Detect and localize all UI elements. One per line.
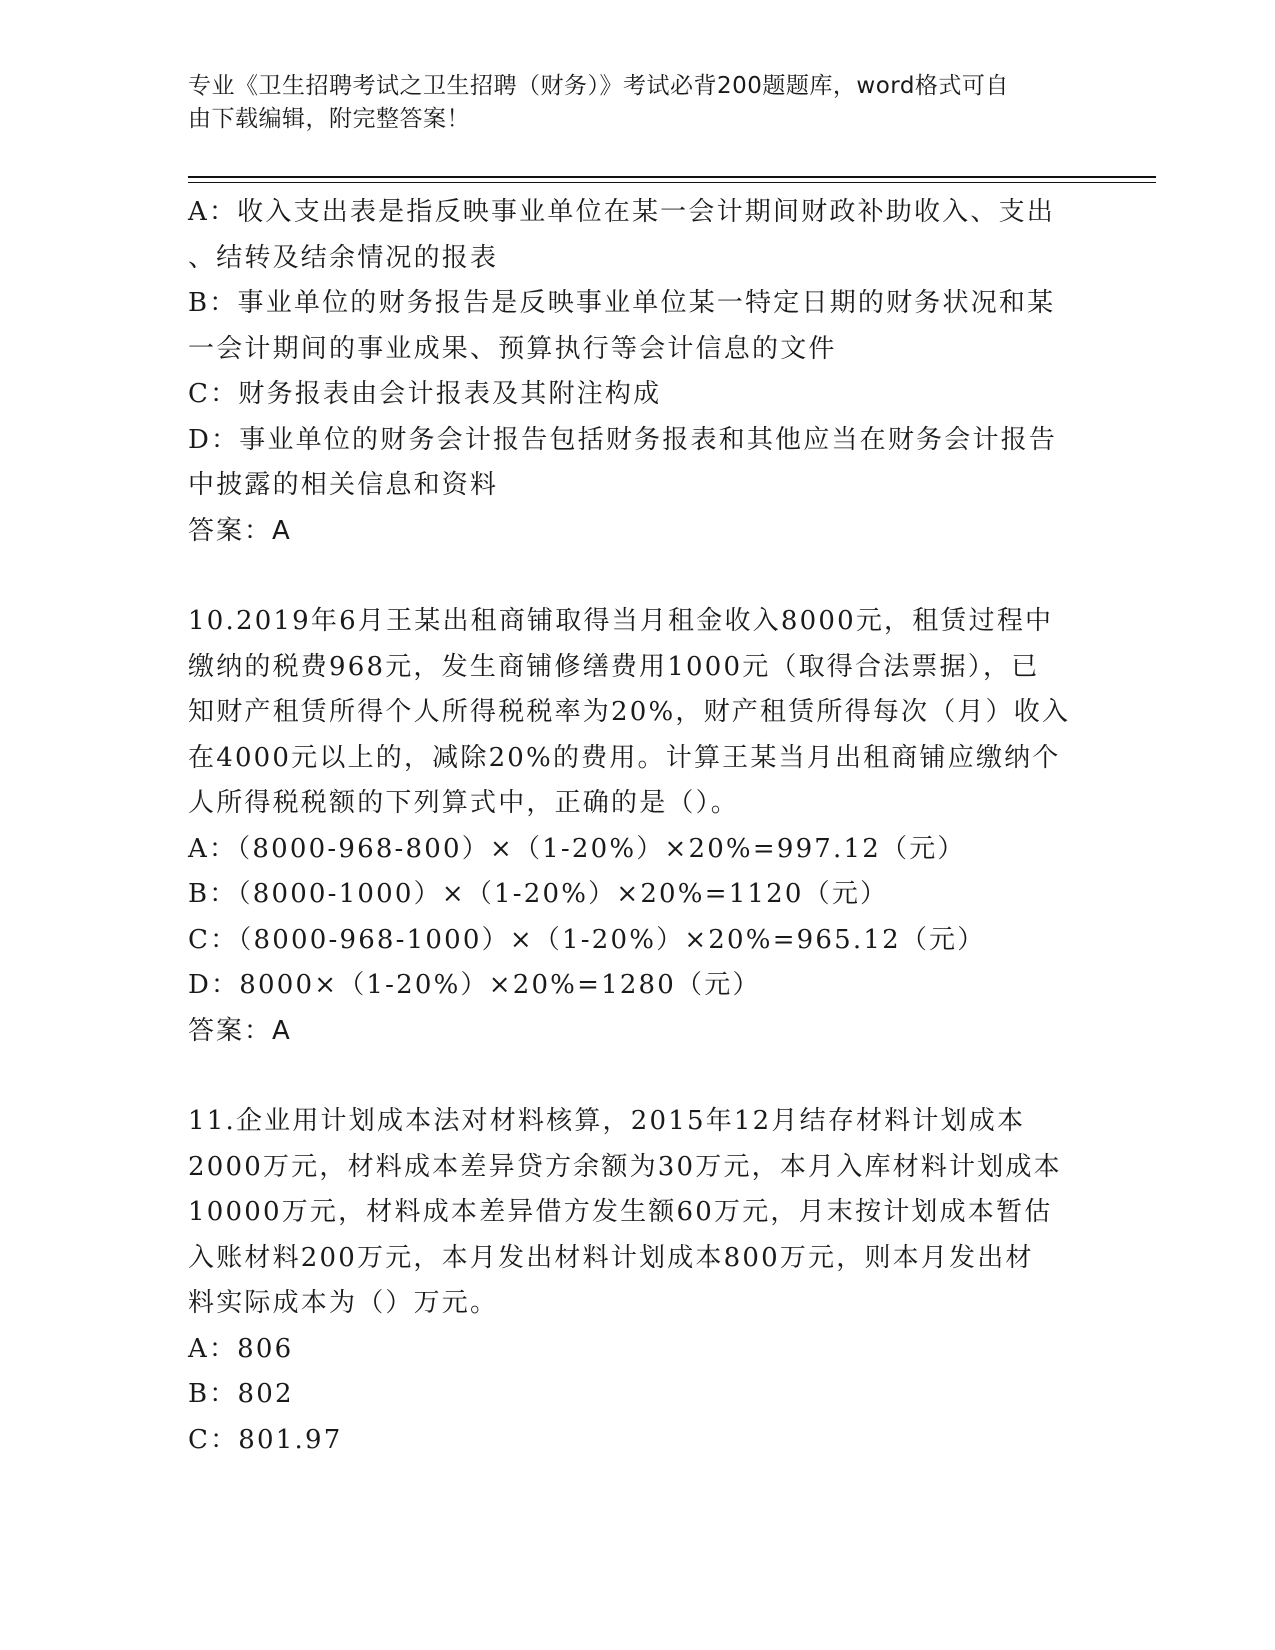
header-divider-thick bbox=[188, 176, 1156, 178]
header-line-2: 由下载编辑，附完整答案！ bbox=[188, 106, 470, 132]
answer-label: 答案：A bbox=[188, 1015, 292, 1046]
question-stem-line: 知财产租赁所得个人所得税税率为20%，财产租赁所得每次（月）收入 bbox=[188, 697, 1071, 727]
question-stem-line: 11.企业用计划成本法对材料核算，2015年12月结存材料计划成本 bbox=[188, 1106, 1026, 1136]
question-stem-line: 料实际成本为（）万元。 bbox=[188, 1288, 499, 1318]
option-c: C：（8000-968-1000）×（1-20%）×20%=965.12（元） bbox=[188, 924, 986, 955]
option-c: C：801.97 bbox=[188, 1424, 343, 1455]
option-b: B：802 bbox=[188, 1379, 294, 1409]
option-line: 、结转及结余情况的报表 bbox=[188, 242, 499, 273]
document-header bbox=[188, 70, 1068, 136]
header-divider-thin bbox=[188, 182, 1156, 183]
option-b: B：（8000-1000）×（1-20%）×20%=1120（元） bbox=[188, 879, 889, 909]
answer-label: 答案：A bbox=[188, 515, 292, 546]
option-line: B：事业单位的财务报告是反映事业单位某一特定日期的财务状况和某 bbox=[188, 288, 1056, 318]
question-9-continued bbox=[188, 190, 1088, 554]
option-line: D：事业单位的财务会计报告包括财务报表和其他应当在财务会计报告 bbox=[188, 424, 1058, 455]
header-line-1: 专业《卫生招聘考试之卫生招聘（财务）》考试必背200题题库，word格式可自 bbox=[188, 73, 1009, 99]
option-line: C：财务报表由会计报表及其附注构成 bbox=[188, 379, 662, 409]
option-line: A：收入支出表是指反映事业单位在某一会计期间财政补助收入、支出 bbox=[188, 197, 1055, 227]
option-a: A：806 bbox=[188, 1333, 294, 1364]
question-stem-line: 人所得税税额的下列算式中，正确的是（）。 bbox=[188, 788, 740, 818]
option-line: 中披露的相关信息和资料 bbox=[188, 470, 499, 500]
spacer bbox=[188, 554, 1088, 599]
question-stem-line: 缴纳的税费968元，发生商铺修缮费用1000元（取得合法票据），已 bbox=[188, 651, 1040, 682]
question-stem-line: 入账材料200万元，本月发出材料计划成本800万元，则本月发出材 bbox=[188, 1242, 1034, 1273]
question-10 bbox=[188, 599, 1088, 1054]
question-stem-line: 10.2019年6月王某出租商铺取得当月租金收入8000元，租赁过程中 bbox=[188, 606, 1054, 636]
question-content bbox=[188, 190, 1088, 1463]
question-stem-line: 10000万元，材料成本差异借方发生额60万元，月末按计划成本暂估 bbox=[188, 1197, 1053, 1227]
spacer bbox=[188, 1054, 1088, 1099]
question-11 bbox=[188, 1099, 1088, 1463]
option-line: 一会计期间的事业成果、预算执行等会计信息的文件 bbox=[188, 333, 837, 364]
question-stem-line: 2000万元，材料成本差异贷方余额为30万元，本月入库材料计划成本 bbox=[188, 1151, 1062, 1182]
question-stem-line: 在4000元以上的，减除20%的费用。计算王某当月出租商铺应缴纳个 bbox=[188, 742, 1061, 773]
option-d: D：8000×（1-20%）×20%=1280（元） bbox=[188, 970, 761, 1000]
option-a: A：（8000-968-800）×（1-20%）×20%=997.12（元） bbox=[188, 833, 966, 864]
